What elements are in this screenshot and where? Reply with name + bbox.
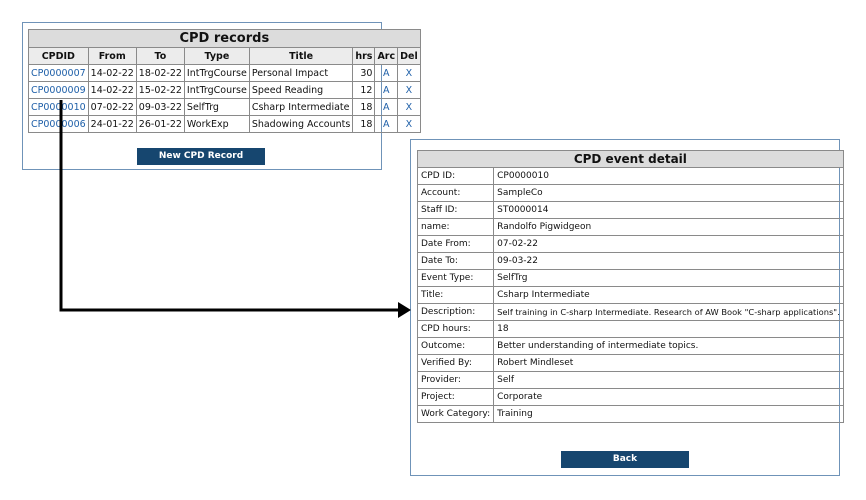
from-date: 14-02-22 <box>88 82 136 99</box>
column-header: Arc <box>375 48 398 65</box>
back-button[interactable]: Back <box>561 451 689 468</box>
detail-row <box>418 372 844 389</box>
event-title: Shadowing Accounts <box>249 116 353 133</box>
archive-link[interactable]: A <box>375 116 398 133</box>
field-value: 07-02-22 <box>494 236 844 253</box>
new-cpd-record-button[interactable]: New CPD Record <box>137 148 265 165</box>
from-date: 07-02-22 <box>88 99 136 116</box>
column-header: To <box>136 48 184 65</box>
event-title: Speed Reading <box>249 82 353 99</box>
cpd-id-link[interactable]: CP0000006 <box>29 116 89 133</box>
event-type: IntTrgCourse <box>184 82 249 99</box>
cpd-event-detail-table <box>417 150 844 423</box>
detail-row <box>418 270 844 287</box>
archive-link[interactable]: A <box>375 99 398 116</box>
detail-row <box>418 304 844 321</box>
archive-link[interactable]: A <box>375 82 398 99</box>
field-value: 18 <box>494 321 844 338</box>
field-label: Project: <box>418 389 494 406</box>
detail-row <box>418 321 844 338</box>
detail-row <box>418 287 844 304</box>
field-label: Work Category: <box>418 406 494 423</box>
column-header: Del <box>398 48 421 65</box>
hours: 18 <box>353 99 375 116</box>
detail-row <box>418 219 844 236</box>
detail-row <box>418 355 844 372</box>
field-value: Csharp Intermediate <box>494 287 844 304</box>
table-row <box>29 99 421 116</box>
field-label: Date From: <box>418 236 494 253</box>
field-value: Corporate <box>494 389 844 406</box>
event-title: Personal Impact <box>249 65 353 82</box>
archive-link[interactable]: A <box>375 65 398 82</box>
detail-row <box>418 202 844 219</box>
field-label: Outcome: <box>418 338 494 355</box>
column-header: From <box>88 48 136 65</box>
field-label: Date To: <box>418 253 494 270</box>
detail-title: CPD event detail <box>418 151 844 168</box>
delete-link[interactable]: X <box>398 82 421 99</box>
detail-row <box>418 389 844 406</box>
detail-row <box>418 338 844 355</box>
from-date: 24-01-22 <box>88 116 136 133</box>
field-label: Title: <box>418 287 494 304</box>
field-label: Event Type: <box>418 270 494 287</box>
event-type: SelfTrg <box>184 99 249 116</box>
field-value: Randolfo Pigwidgeon <box>494 219 844 236</box>
table-row <box>29 82 421 99</box>
cpd-id-link[interactable]: CP0000007 <box>29 65 89 82</box>
from-date: 14-02-22 <box>88 65 136 82</box>
cpd-records-panel <box>22 22 418 170</box>
table-row <box>29 65 421 82</box>
detail-row <box>418 185 844 202</box>
records-title: CPD records <box>29 30 421 48</box>
field-value: Self <box>494 372 844 389</box>
field-value: 09-03-22 <box>494 253 844 270</box>
table-row <box>29 116 421 133</box>
field-label: Staff ID: <box>418 202 494 219</box>
hours: 30 <box>353 65 375 82</box>
column-header: Title <box>249 48 353 65</box>
cpd-records-table <box>28 29 421 133</box>
field-label: Account: <box>418 185 494 202</box>
hours: 12 <box>353 82 375 99</box>
field-label: Description: <box>418 304 494 321</box>
cpd-event-detail-panel <box>410 139 840 476</box>
cpd-id-link[interactable]: CP0000010 <box>29 99 89 116</box>
field-label: name: <box>418 219 494 236</box>
field-value: Robert Mindleset <box>494 355 844 372</box>
hours: 18 <box>353 116 375 133</box>
delete-link[interactable]: X <box>398 99 421 116</box>
detail-row <box>418 236 844 253</box>
field-value: CP0000010 <box>494 168 844 185</box>
field-label: Provider: <box>418 372 494 389</box>
event-type: IntTrgCourse <box>184 65 249 82</box>
field-value: Self training in C-sharp Intermediate. Research of AW Book "C-sharp applications". <box>494 304 844 321</box>
to-date: 15-02-22 <box>136 82 184 99</box>
field-value: ST0000014 <box>494 202 844 219</box>
delete-link[interactable]: X <box>398 65 421 82</box>
field-value: SampleCo <box>494 185 844 202</box>
field-label: CPD hours: <box>418 321 494 338</box>
detail-row <box>418 168 844 185</box>
field-label: Verified By: <box>418 355 494 372</box>
cpd-id-link[interactable]: CP0000009 <box>29 82 89 99</box>
to-date: 18-02-22 <box>136 65 184 82</box>
records-header-row <box>29 48 421 65</box>
column-header: CPDID <box>29 48 89 65</box>
delete-link[interactable]: X <box>398 116 421 133</box>
detail-row <box>418 253 844 270</box>
field-value: SelfTrg <box>494 270 844 287</box>
field-label: CPD ID: <box>418 168 494 185</box>
to-date: 26-01-22 <box>136 116 184 133</box>
event-title: Csharp Intermediate <box>249 99 353 116</box>
event-type: WorkExp <box>184 116 249 133</box>
detail-row <box>418 406 844 423</box>
field-value: Better understanding of intermediate topics. <box>494 338 844 355</box>
to-date: 09-03-22 <box>136 99 184 116</box>
column-header: Type <box>184 48 249 65</box>
field-value: Training <box>494 406 844 423</box>
column-header: hrs <box>353 48 375 65</box>
